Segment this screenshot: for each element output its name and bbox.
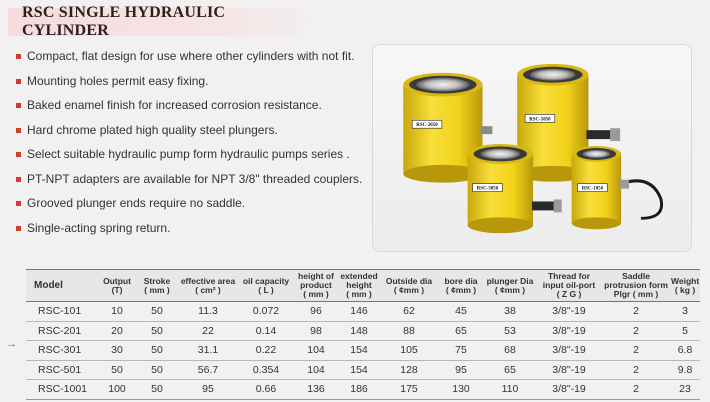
- page-title: RSC SINGLE HYDRAULIC CYLINDER: [22, 4, 226, 39]
- spec-table-container: [26, 269, 700, 400]
- feature-text: Baked enamel finish for increased corrosion resistance.: [27, 98, 322, 112]
- table-cell: 146: [338, 302, 380, 322]
- spec-table: [26, 269, 700, 400]
- column-header: Stroke ( mm ): [136, 270, 178, 302]
- table-cell: 50: [136, 380, 178, 400]
- table-cell: 95: [178, 380, 238, 400]
- bullet-icon: [16, 177, 21, 182]
- cylinder-label: RSC-1050: [581, 186, 604, 192]
- table-cell: 68: [484, 341, 536, 361]
- table-cell: 98: [294, 321, 338, 341]
- cylinders-illustration: [373, 45, 691, 251]
- column-header: Outside dia ( ¢mm ): [380, 270, 438, 302]
- feature-text: PT-NPT adapters are available for NPT 3/8" threaded couplers.: [27, 171, 363, 186]
- column-header: height of product ( mm ): [294, 270, 338, 302]
- table-cell: 31.1: [178, 341, 238, 361]
- table-cell: 100: [98, 380, 136, 400]
- feature-item: [16, 197, 376, 222]
- table-cell: 9.8: [670, 360, 700, 380]
- table-cell: 0.22: [238, 341, 294, 361]
- table-row: [26, 380, 700, 400]
- table-cell: 0.66: [238, 380, 294, 400]
- table-cell: 2: [602, 360, 670, 380]
- table-cell: 110: [484, 380, 536, 400]
- column-header: extended height ( mm ): [338, 270, 380, 302]
- table-cell: 56.7: [178, 360, 238, 380]
- cylinder-label: RSC-5050: [529, 117, 551, 123]
- title-band: [8, 4, 306, 39]
- feature-text: Compact, flat design for use where other cylinders with not fit.: [27, 49, 355, 63]
- table-cell: 3/8"-19: [536, 302, 602, 322]
- bullet-icon: [16, 54, 21, 59]
- feature-text: Grooved plunger ends require no saddle.: [27, 196, 246, 210]
- table-cell: 3/8"-19: [536, 341, 602, 361]
- table-cell: 45: [438, 302, 484, 322]
- table-cell: 0.354: [238, 360, 294, 380]
- table-cell: 3/8"-19: [536, 380, 602, 400]
- bullet-icon: [16, 226, 21, 231]
- feature-text: Single-acting spring return.: [27, 220, 171, 235]
- table-cell: 96: [294, 302, 338, 322]
- row-marker-arrow-icon: →: [6, 338, 17, 350]
- table-cell: 2: [602, 341, 670, 361]
- column-header: effective area ( cm² ): [178, 270, 238, 302]
- table-cell: 50: [98, 360, 136, 380]
- column-header: Thread for input oil-port ( Z G ): [536, 270, 602, 302]
- column-header: Saddle protrusion form Plgr ( mm ): [602, 270, 670, 302]
- feature-item: [16, 173, 376, 198]
- table-cell: 62: [380, 302, 438, 322]
- column-header: Output (T): [98, 270, 136, 302]
- feature-item: [16, 50, 376, 75]
- column-header: bore dia ( ¢mm ): [438, 270, 484, 302]
- product-photo: [372, 44, 692, 252]
- table-cell: 38: [484, 302, 536, 322]
- table-cell: 105: [380, 341, 438, 361]
- model-cell: RSC-201: [26, 321, 98, 341]
- column-header: Model: [26, 270, 98, 302]
- column-header: plunger Dia ( ¢mm ): [484, 270, 536, 302]
- table-cell: 11.3: [178, 302, 238, 322]
- table-cell: 104: [294, 341, 338, 361]
- table-cell: 6.8: [670, 341, 700, 361]
- table-cell: 148: [338, 321, 380, 341]
- bullet-icon: [16, 152, 21, 157]
- table-cell: 50: [136, 341, 178, 361]
- cylinder-label: RSC-3050: [476, 186, 499, 192]
- feature-text: Hard chrome plated high quality steel plungers.: [27, 122, 278, 137]
- table-cell: 50: [136, 302, 178, 322]
- model-cell: RSC-1001: [26, 380, 98, 400]
- cylinder-rsc-1050: [572, 146, 662, 229]
- table-cell: 23: [670, 380, 700, 400]
- table-cell: 50: [136, 321, 178, 341]
- feature-list: [16, 50, 376, 246]
- table-cell: 10: [98, 302, 136, 322]
- model-cell: RSC-301: [26, 341, 98, 361]
- table-cell: 154: [338, 341, 380, 361]
- model-cell: RSC-101: [26, 302, 98, 322]
- table-cell: 0.14: [238, 321, 294, 341]
- column-header: Weight ( kg ): [670, 270, 700, 302]
- table-row: [26, 341, 700, 361]
- table-cell: 2: [602, 302, 670, 322]
- feature-text: Mounting holes permit easy fixing.: [27, 73, 209, 88]
- table-cell: 88: [380, 321, 438, 341]
- table-cell: 2: [602, 380, 670, 400]
- table-cell: 0.072: [238, 302, 294, 322]
- table-cell: 53: [484, 321, 536, 341]
- table-cell: 2: [602, 321, 670, 341]
- table-cell: 175: [380, 380, 438, 400]
- bullet-icon: [16, 128, 21, 133]
- table-cell: 3/8"-19: [536, 360, 602, 380]
- table-cell: 186: [338, 380, 380, 400]
- feature-item: [16, 148, 376, 173]
- table-cell: 30: [98, 341, 136, 361]
- table-header-row: [26, 270, 700, 302]
- bullet-icon: [16, 79, 21, 84]
- table-cell: 3/8"-19: [536, 321, 602, 341]
- table-cell: 136: [294, 380, 338, 400]
- table-cell: 130: [438, 380, 484, 400]
- table-cell: 50: [136, 360, 178, 380]
- table-cell: 104: [294, 360, 338, 380]
- table-cell: 20: [98, 321, 136, 341]
- table-cell: 154: [338, 360, 380, 380]
- table-cell: 22: [178, 321, 238, 341]
- column-header: oil capacity ( L ): [238, 270, 294, 302]
- table-cell: 65: [484, 360, 536, 380]
- table-cell: 3: [670, 302, 700, 322]
- feature-item: [16, 222, 376, 247]
- bullet-icon: [16, 201, 21, 206]
- table-cell: 65: [438, 321, 484, 341]
- bullet-icon: [16, 103, 21, 108]
- cylinder-label: RSC-2050: [416, 123, 438, 129]
- feature-item: [16, 75, 376, 100]
- feature-text: Select suitable hydraulic pump form hydraulic pumps series .: [27, 147, 350, 161]
- table-cell: 128: [380, 360, 438, 380]
- table-row: [26, 321, 700, 341]
- feature-item: [16, 99, 376, 124]
- model-cell: RSC-501: [26, 360, 98, 380]
- table-cell: 75: [438, 341, 484, 361]
- table-row: [26, 302, 700, 322]
- table-cell: 95: [438, 360, 484, 380]
- table-row: [26, 360, 700, 380]
- table-cell: 5: [670, 321, 700, 341]
- feature-item: [16, 124, 376, 149]
- table-body: [26, 302, 700, 400]
